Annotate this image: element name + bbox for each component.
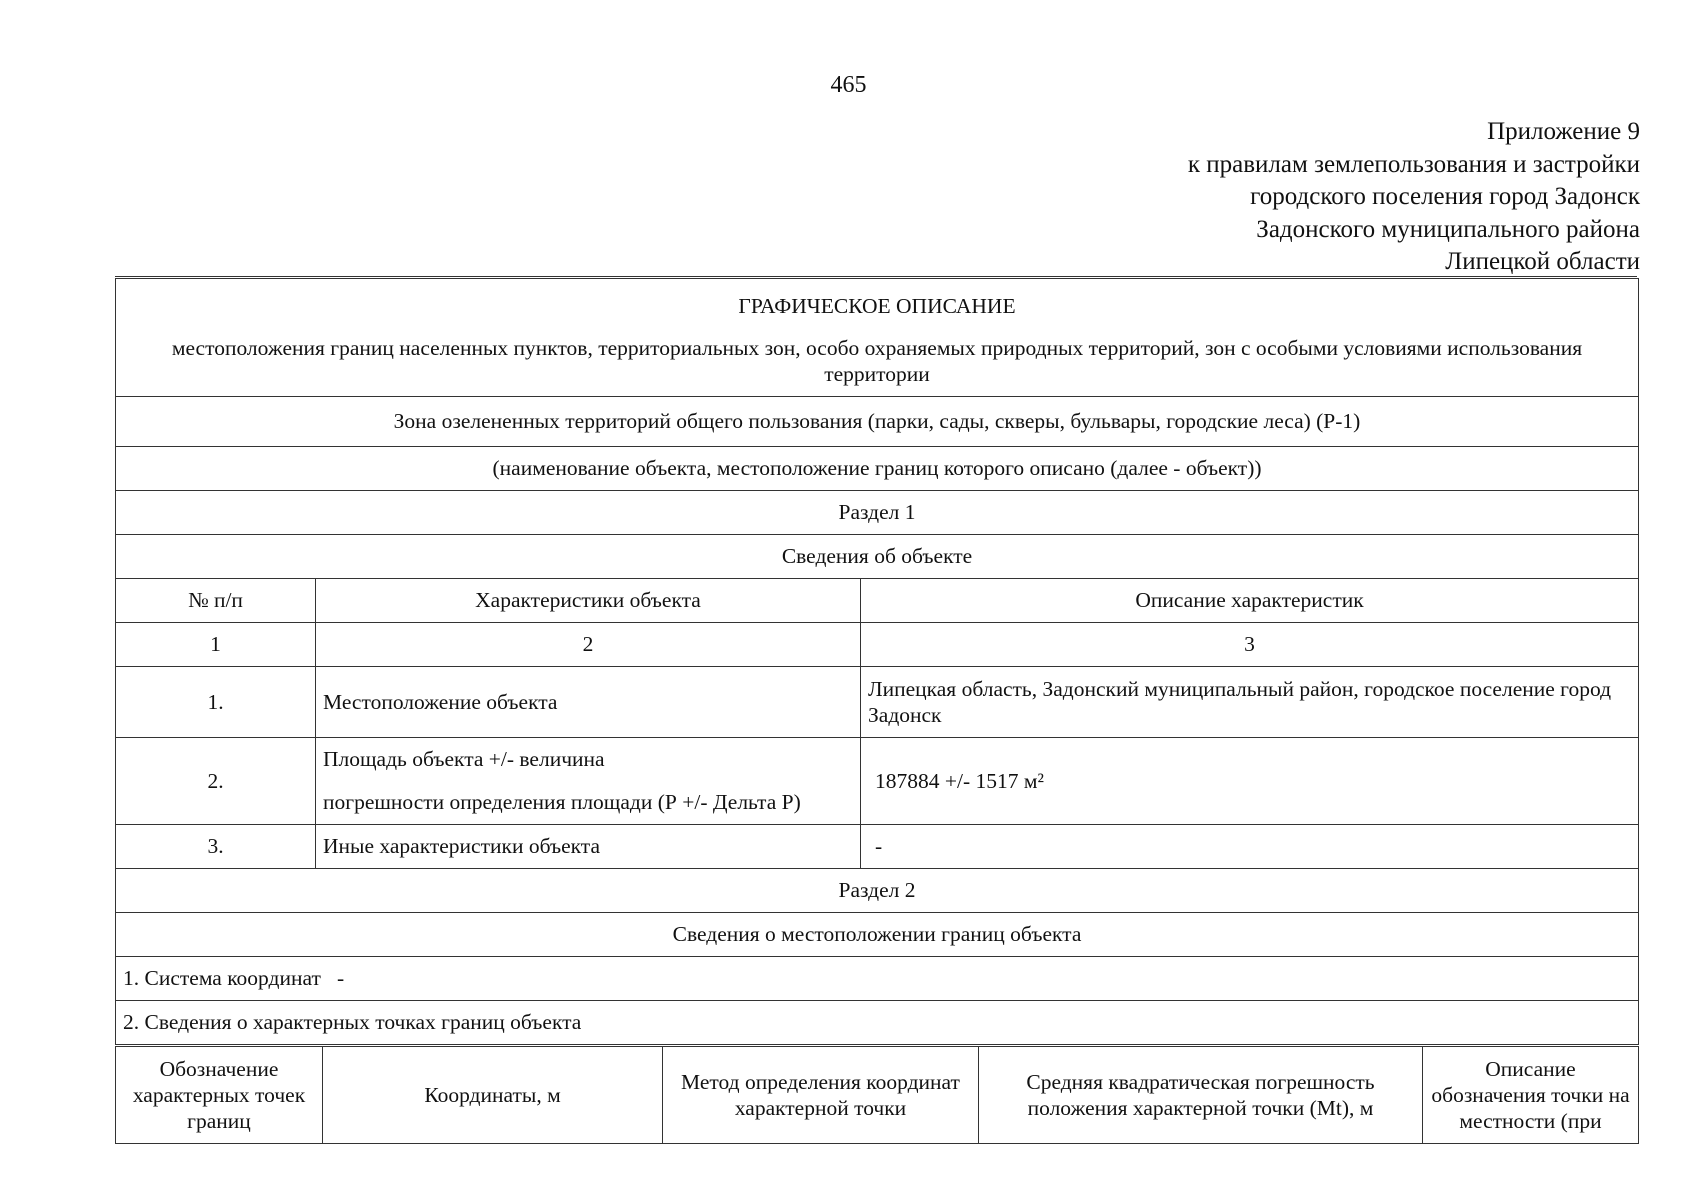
table-row	[116, 738, 1639, 825]
points-title-row	[116, 1001, 1639, 1045]
top-rule	[115, 276, 1637, 277]
object-caption: (наименование объекта, местоположение границ которого описано (далее - объект))	[116, 447, 1639, 491]
column-number: 2	[316, 623, 861, 667]
points-column-header: Обозначение характерных точек границ	[116, 1047, 323, 1144]
header-row	[116, 279, 1639, 397]
points-title: 2. Сведения о характерных точках границ объекта	[116, 1001, 1639, 1045]
appendix-line: городского поселения город Задонск	[1250, 183, 1640, 210]
column-number-row	[116, 623, 1639, 667]
section2-subtitle-row	[116, 913, 1639, 957]
section2-title-row	[116, 869, 1639, 913]
points-header-row	[116, 1047, 1639, 1144]
points-column-header: Средняя квадратическая погрешность положения характерной точки (Mt), м	[979, 1047, 1423, 1144]
characteristic-name: Иные характеристики объекта	[316, 825, 861, 869]
row-number: 1.	[116, 667, 316, 738]
characteristic-name-line: Площадь объекта +/- величина	[323, 747, 605, 771]
section1-title: Раздел 1	[116, 491, 1639, 535]
points-column-header: Метод определения координат характерной точки	[663, 1047, 979, 1144]
appendix-block	[880, 116, 1640, 279]
object-caption-row	[116, 447, 1639, 491]
appendix-line: Задонского муниципального района	[1256, 215, 1640, 243]
section2-title: Раздел 2	[116, 869, 1639, 913]
coord-system: 1. Система координат -	[116, 957, 1639, 1001]
section1-subtitle: Сведения об объекте	[116, 535, 1639, 579]
characteristic-name-line: погрешности определения площади (Р +/- Дельта Р)	[323, 790, 801, 814]
points-column-header: Координаты, м	[323, 1047, 663, 1144]
points-header-table	[115, 1046, 1639, 1144]
coord-system-row	[116, 957, 1639, 1001]
characteristic-value: Липецкая область, Задонский муниципальный район, городское поселение город Задонск	[861, 667, 1639, 738]
row-number: 2.	[116, 738, 316, 825]
column-header: Характеристики объекта	[316, 579, 861, 623]
characteristic-name: Местоположение объекта	[316, 667, 861, 738]
appendix-line: Липецкой области	[1445, 248, 1640, 275]
characteristic-name	[316, 738, 861, 825]
column-number: 3	[861, 623, 1639, 667]
appendix-line: к правилам землепользования и застройки	[1187, 150, 1640, 178]
section1-subtitle-row	[116, 535, 1639, 579]
characteristic-value: -	[861, 825, 1639, 869]
header-cell	[116, 279, 1639, 397]
characteristic-value: 187884 +/- 1517 м²	[861, 738, 1639, 825]
description-table	[115, 278, 1639, 1045]
page-number: 465	[830, 72, 867, 98]
column-header: Описание характеристик	[861, 579, 1639, 623]
column-number: 1	[116, 623, 316, 667]
document-title: ГРАФИЧЕСКОЕ ОПИСАНИЕ	[738, 294, 1016, 318]
section2-subtitle: Сведения о местоположении границ объекта	[116, 913, 1639, 957]
row-number: 3.	[116, 825, 316, 869]
section1-title-row	[116, 491, 1639, 535]
document-subtitle: местоположения границ населенных пунктов, территориальных зон, особо охраняемых природных территорий, зон с особыми условиями использования территории	[171, 336, 1583, 386]
table-row	[116, 667, 1639, 738]
points-column-header: Описание обозначения точки на местности (при	[1423, 1047, 1639, 1144]
object-name: Зона озелененных территорий общего пользования (парки, сады, скверы, бульвары, городские леса) (Р-1)	[116, 397, 1639, 447]
appendix-line: Приложение 9	[1487, 118, 1640, 145]
column-header-row	[116, 579, 1639, 623]
object-name-row	[116, 397, 1639, 447]
column-header: № п/п	[116, 579, 316, 623]
table-row	[116, 825, 1639, 869]
